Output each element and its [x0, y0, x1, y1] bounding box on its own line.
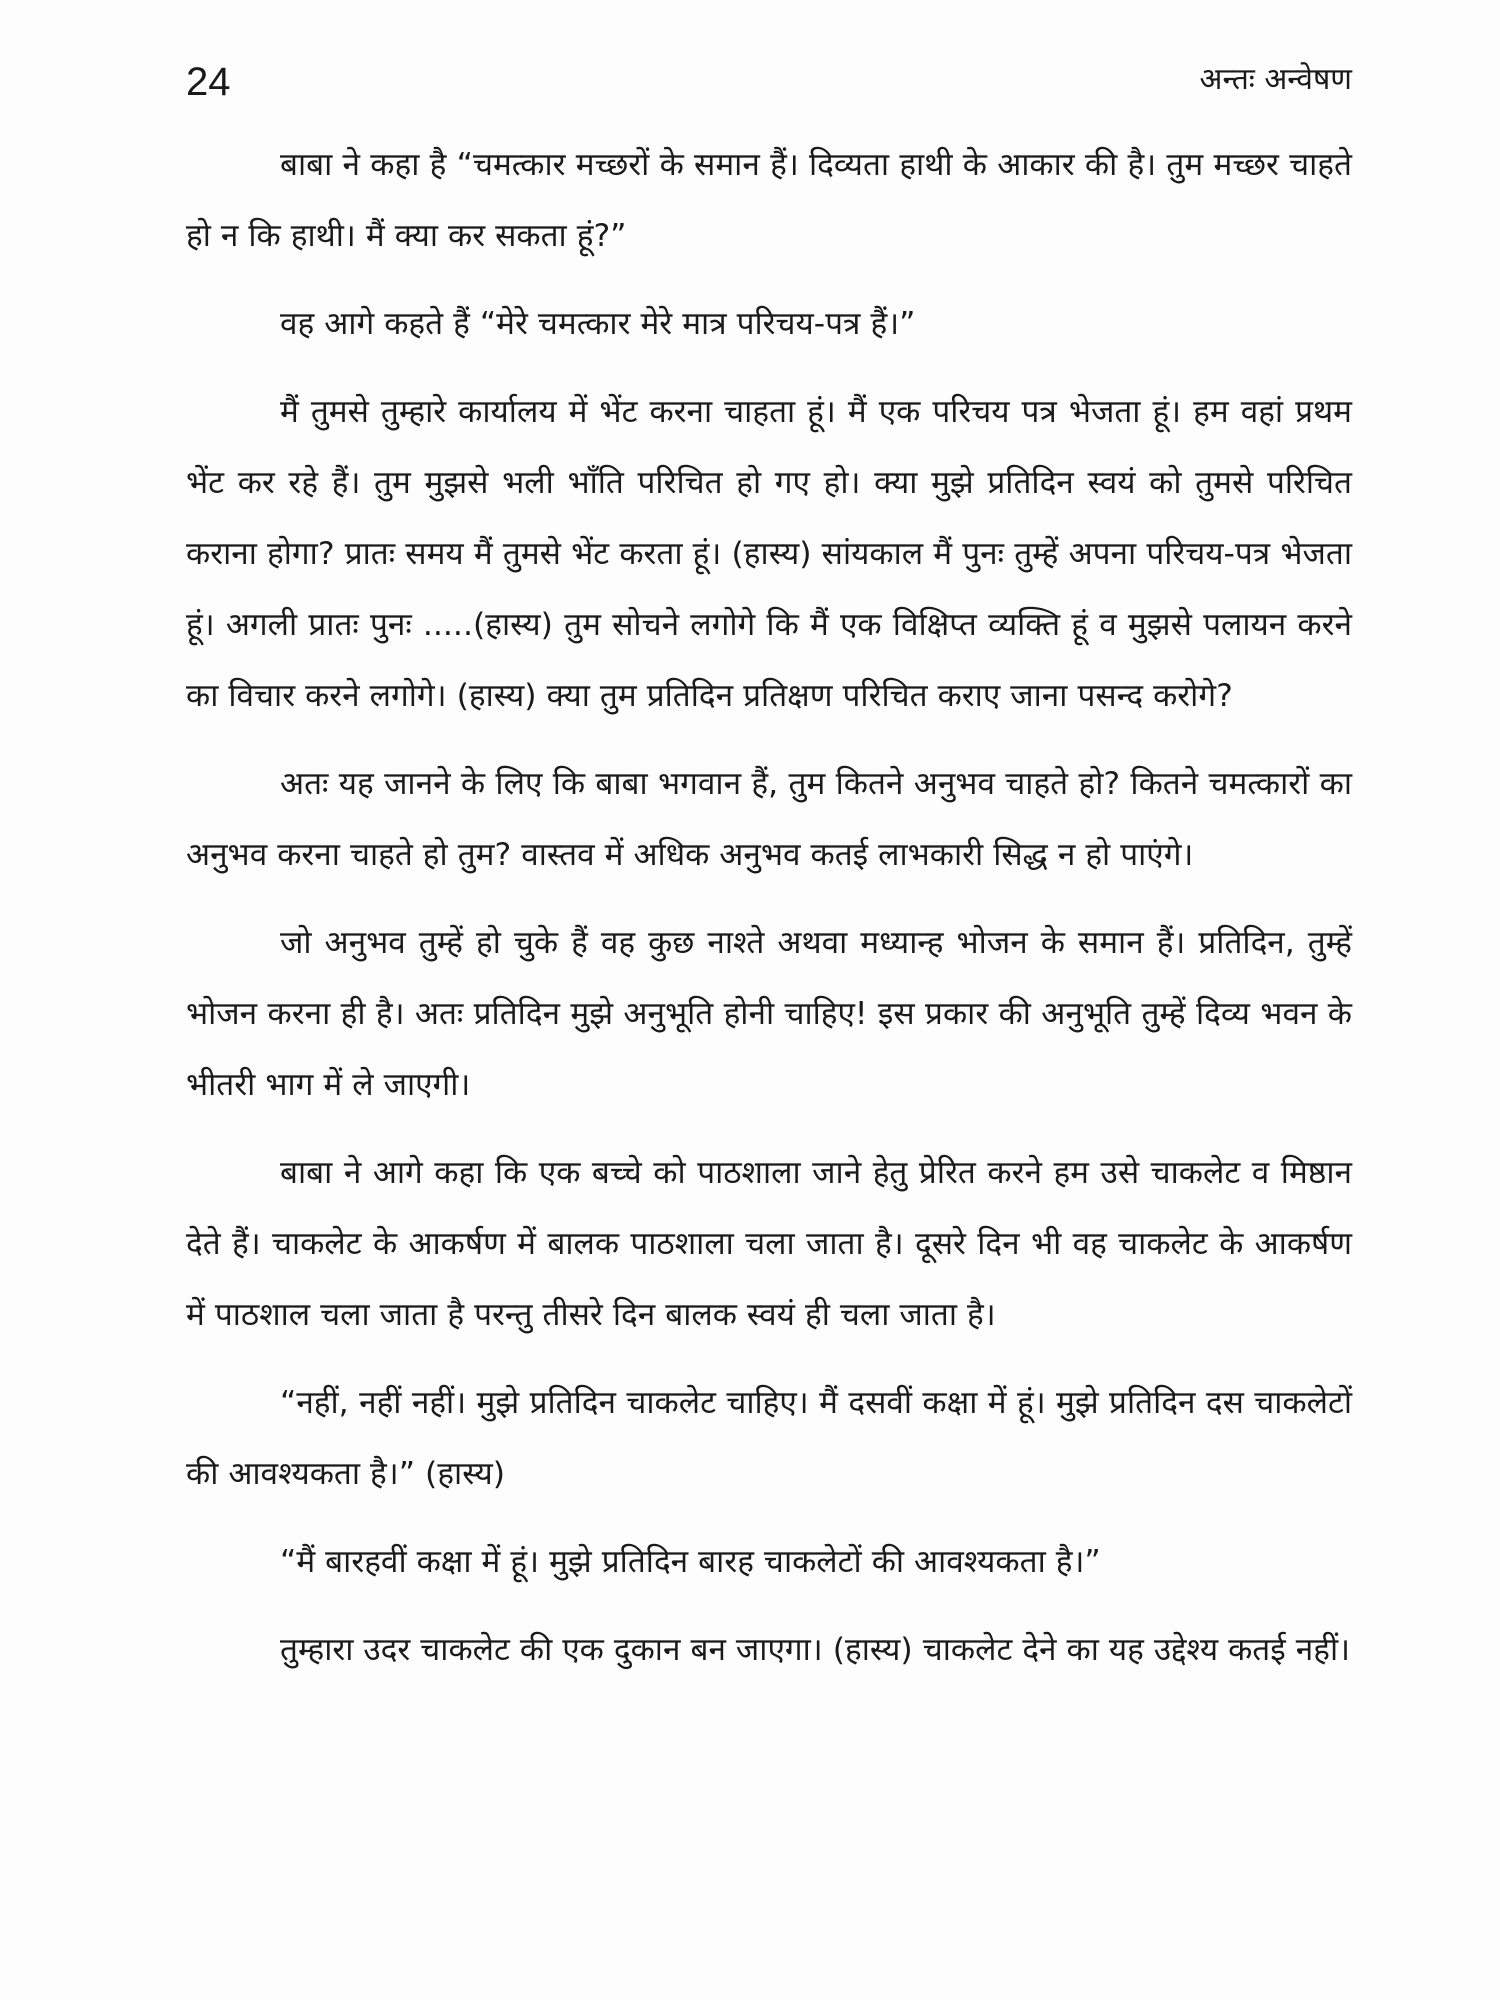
running-title: अन्तः अन्वेषण [1199, 62, 1352, 97]
paragraph: तुम्हारा उदर चाकलेट की एक दुकान बन जाएगा। (हास्य) चाकलेट देने का यह उद्देश्य कतई नहीं। [280, 1632, 1351, 1668]
paragraph: बाबा ने कहा है “चमत्कार मच्छरों के समान हैं। दिव्यता हाथी के आकार की है। तुम मच्छर चाहते हो न कि हाथी। मैं क्या कर सकता हूं?” [186, 147, 1352, 254]
paragraph: बाबा ने आगे कहा कि एक बच्चे को पाठशाला जाने हेतु प्रेरित करने हम उसे चाकलेट व मिष्ठान देते हैं। चाकलेट के आकर्षण में बालक पाठशाला चला जाता है। दूसरे दिन भी वह चाकलेट के आकर्षण में पाठशाल चला जाता है परन्तु तीसरे दिन बालक स्वयं ही चला जाता है। [186, 1155, 1352, 1333]
paragraph: वह आगे कहते हैं “मेरे चमत्कार मेरे मात्र परिचय-पत्र हैं।” [280, 306, 916, 342]
paragraph: जो अनुभव तुम्हें हो चुके हैं वह कुछ नाश्ते अथवा मध्यान्ह भोजन के समान हैं। प्रतिदिन, तुम्हें भोजन करना ही है। अतः प्रतिदिन मुझे अनुभूति होनी चाहिए! इस प्रकार की अनुभूति तुम्हें दिव्य भवन के भीतरी भाग में ले जाएगी। [186, 925, 1352, 1103]
paragraph: अतः यह जानने के लिए कि बाबा भगवान हैं, तुम कितने अनुभव चाहते हो? कितने चमत्कारों का अनुभव करना चाहते हो तुम? वास्तव में अधिक अनुभव कतई लाभकारी सिद्ध न हो पाएंगे। [186, 766, 1352, 873]
body-text [186, 130, 1352, 1703]
paragraph: “मैं बारहवीं कक्षा में हूं। मुझे प्रतिदिन बारह चाकलेटों की आवश्यकता है।” [280, 1544, 1101, 1580]
page-number: 24 [186, 60, 231, 104]
paragraph: मैं तुमसे तुम्हारे कार्यालय में भेंट करना चाहता हूं। मैं एक परिचय पत्र भेजता हूं। हम वहां प्रथम भेंट कर रहे हैं। तुम मुझसे भली भाँति परिचित हो गए हो। क्या मुझे प्रतिदिन स्वयं को तुमसे परिचित कराना होगा? प्रातः समय मैं तुमसे भेंट करता हूं। (हास्य) सांयकाल मैं पुनः तुम्हें अपना परिचय-पत्र भेजता हूं। अगली प्रातः पुनः .....(हास्य) तुम सोचने लगोगे कि मैं एक विक्षिप्त व्यक्ति हूं व मुझसे पलायन करने का विचार करने लगोगे। (हास्य) क्या तुम प्रतिदिन प्रतिक्षण परिचित कराए जाना पसन्द करोगे? [186, 394, 1352, 714]
paragraph: “नहीं, नहीं नहीं। मुझे प्रतिदिन चाकलेट चाहिए। मैं दसवीं कक्षा में हूं। मुझे प्रतिदिन दस चाकलेटों की आवश्यकता है।” (हास्य) [186, 1385, 1352, 1492]
